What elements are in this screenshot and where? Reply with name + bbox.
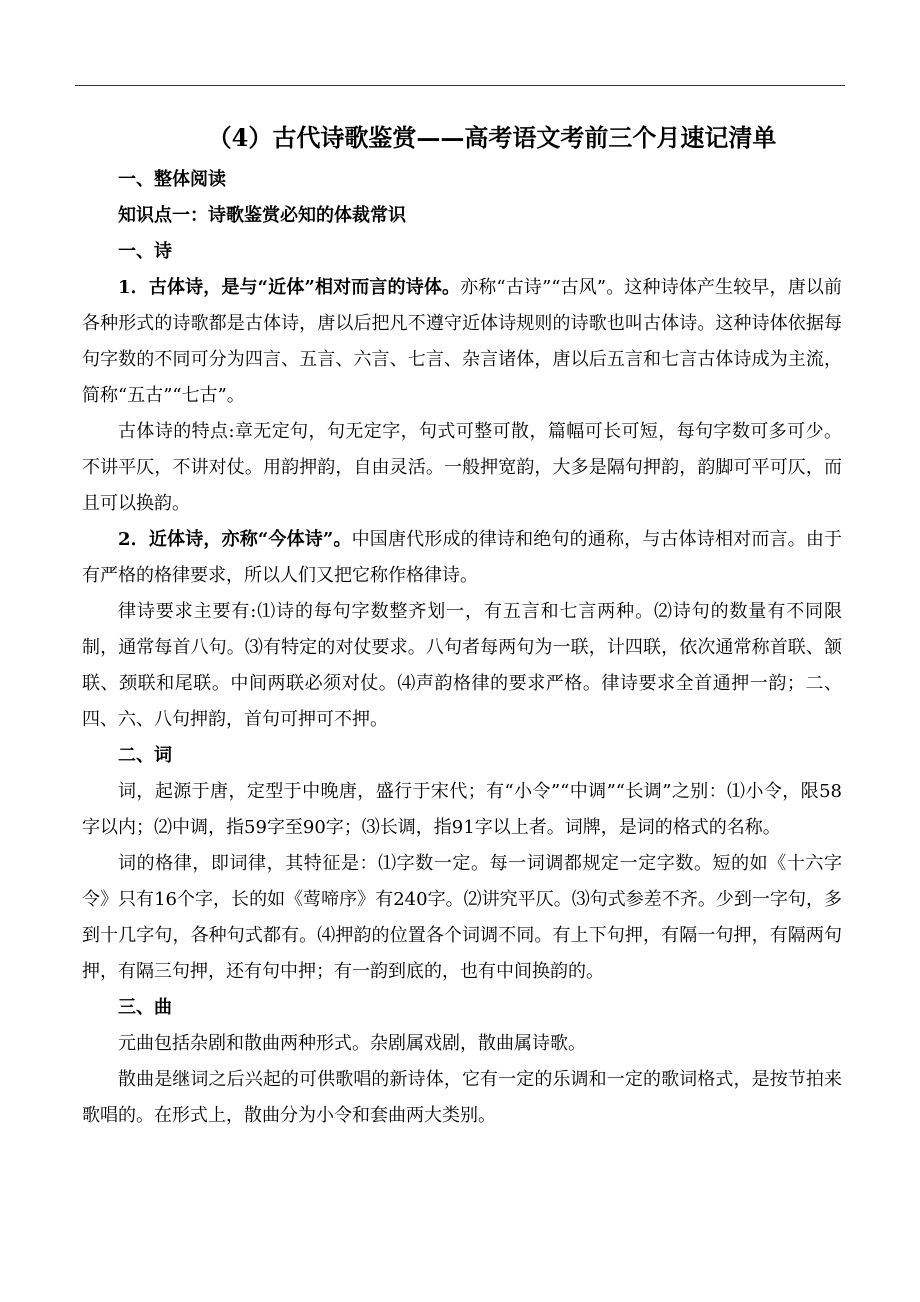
paragraph-ancient-poem	[82, 270, 842, 414]
knowledge-point-heading: 知识点一：诗歌鉴赏必知的体裁常识	[118, 205, 406, 226]
paragraph-ci-origin: 词，起源于唐，定型于中晚唐，盛行于宋代；有“小令”“中调”“长调”之别：⑴小令，限58字以内；⑵中调，指59字至90字；⑶长调，指91字以上者。词牌，是词的格式的名称。	[82, 781, 842, 838]
paragraph-ci-meter: 词的格律，即词律，其特征是：⑴字数一定。每一词调都规定一定字数。短的如《十六字令》只有16个字，长的如《莺啼序》有240字。⑵讲究平仄。⑶句式参差不齐。少到一字句，多到十几字句，各种句式都有。⑷押韵的位置各个词调不同。有上下句押，有隔一句押，有隔两句押，有隔三句押，还有句中押；有一韵到底的，也有中间换韵的。	[82, 853, 842, 982]
paragraph-text: 亦称“古诗”“古风”。这种诗体产生较早，唐以前各种形式的诗歌都是古体诗，唐以后把凡不遵守近体诗规则的诗歌也叫古体诗。这种诗体依据每句字数的不同可分为四言、五言、六言、七言、杂言诸体，唐以后五言和七言古体诗成为主流，简称“五古”“七古”。	[82, 277, 842, 406]
subsection-heading-qu: 三、曲	[118, 997, 172, 1018]
paragraph-lead-bold: 2．近体诗，亦称“今体诗”。	[118, 529, 352, 550]
subsection-heading-ci: 二、词	[118, 745, 172, 766]
paragraph-regulated-verse-rules: 律诗要求主要有:⑴诗的每句字数整齐划一，有五言和七言两种。⑵诗句的数量有不同限制，通常每首八句。⑶有特定的对仗要求。八句者每两句为一联，计四联，依次通常称首联、颔联、颈联和尾联。中间两联必须对仗。⑷声韵格律的要求严格。律诗要求全首通押一韵；二、四、六、八句押韵，首句可押可不押。	[82, 601, 842, 730]
subsection-heading-poem: 一、诗	[118, 241, 172, 262]
paragraph-yuan-qu: 元曲包括杂剧和散曲两种形式。杂剧属戏剧，散曲属诗歌。	[118, 1033, 586, 1054]
paragraph-lead-bold: 1．古体诗，是与“近体”相对而言的诗体。	[118, 277, 461, 298]
paragraph-ancient-poem-features: 古体诗的特点:章无定句，句无定字，句式可整可散，篇幅可长可短，每句字数可多可少。不讲平仄，不讲对仗。用韵押韵，自由灵活。一般押宽韵，大多是隔句押韵，韵脚可平可仄，而且可以换韵。	[82, 421, 842, 514]
page-title: （4）古代诗歌鉴赏——高考语文考前三个月速记清单	[207, 123, 777, 152]
section-heading-overall-reading: 一、整体阅读	[118, 169, 226, 190]
paragraph-text: 中国唐代形成的律诗和绝句的通称，与古体诗相对而言。由于有严格的格律要求，所以人们又把它称作格律诗。	[82, 529, 843, 586]
document-body	[82, 110, 842, 1134]
header-rule	[75, 85, 845, 86]
paragraph-modern-poem	[82, 522, 842, 594]
paragraph-sanqu: 散曲是继词之后兴起的可供歌唱的新诗体，它有一定的乐调和一定的歌词格式，是按节拍来歌唱的。在形式上，散曲分为小令和套曲两大类别。	[82, 1069, 842, 1126]
